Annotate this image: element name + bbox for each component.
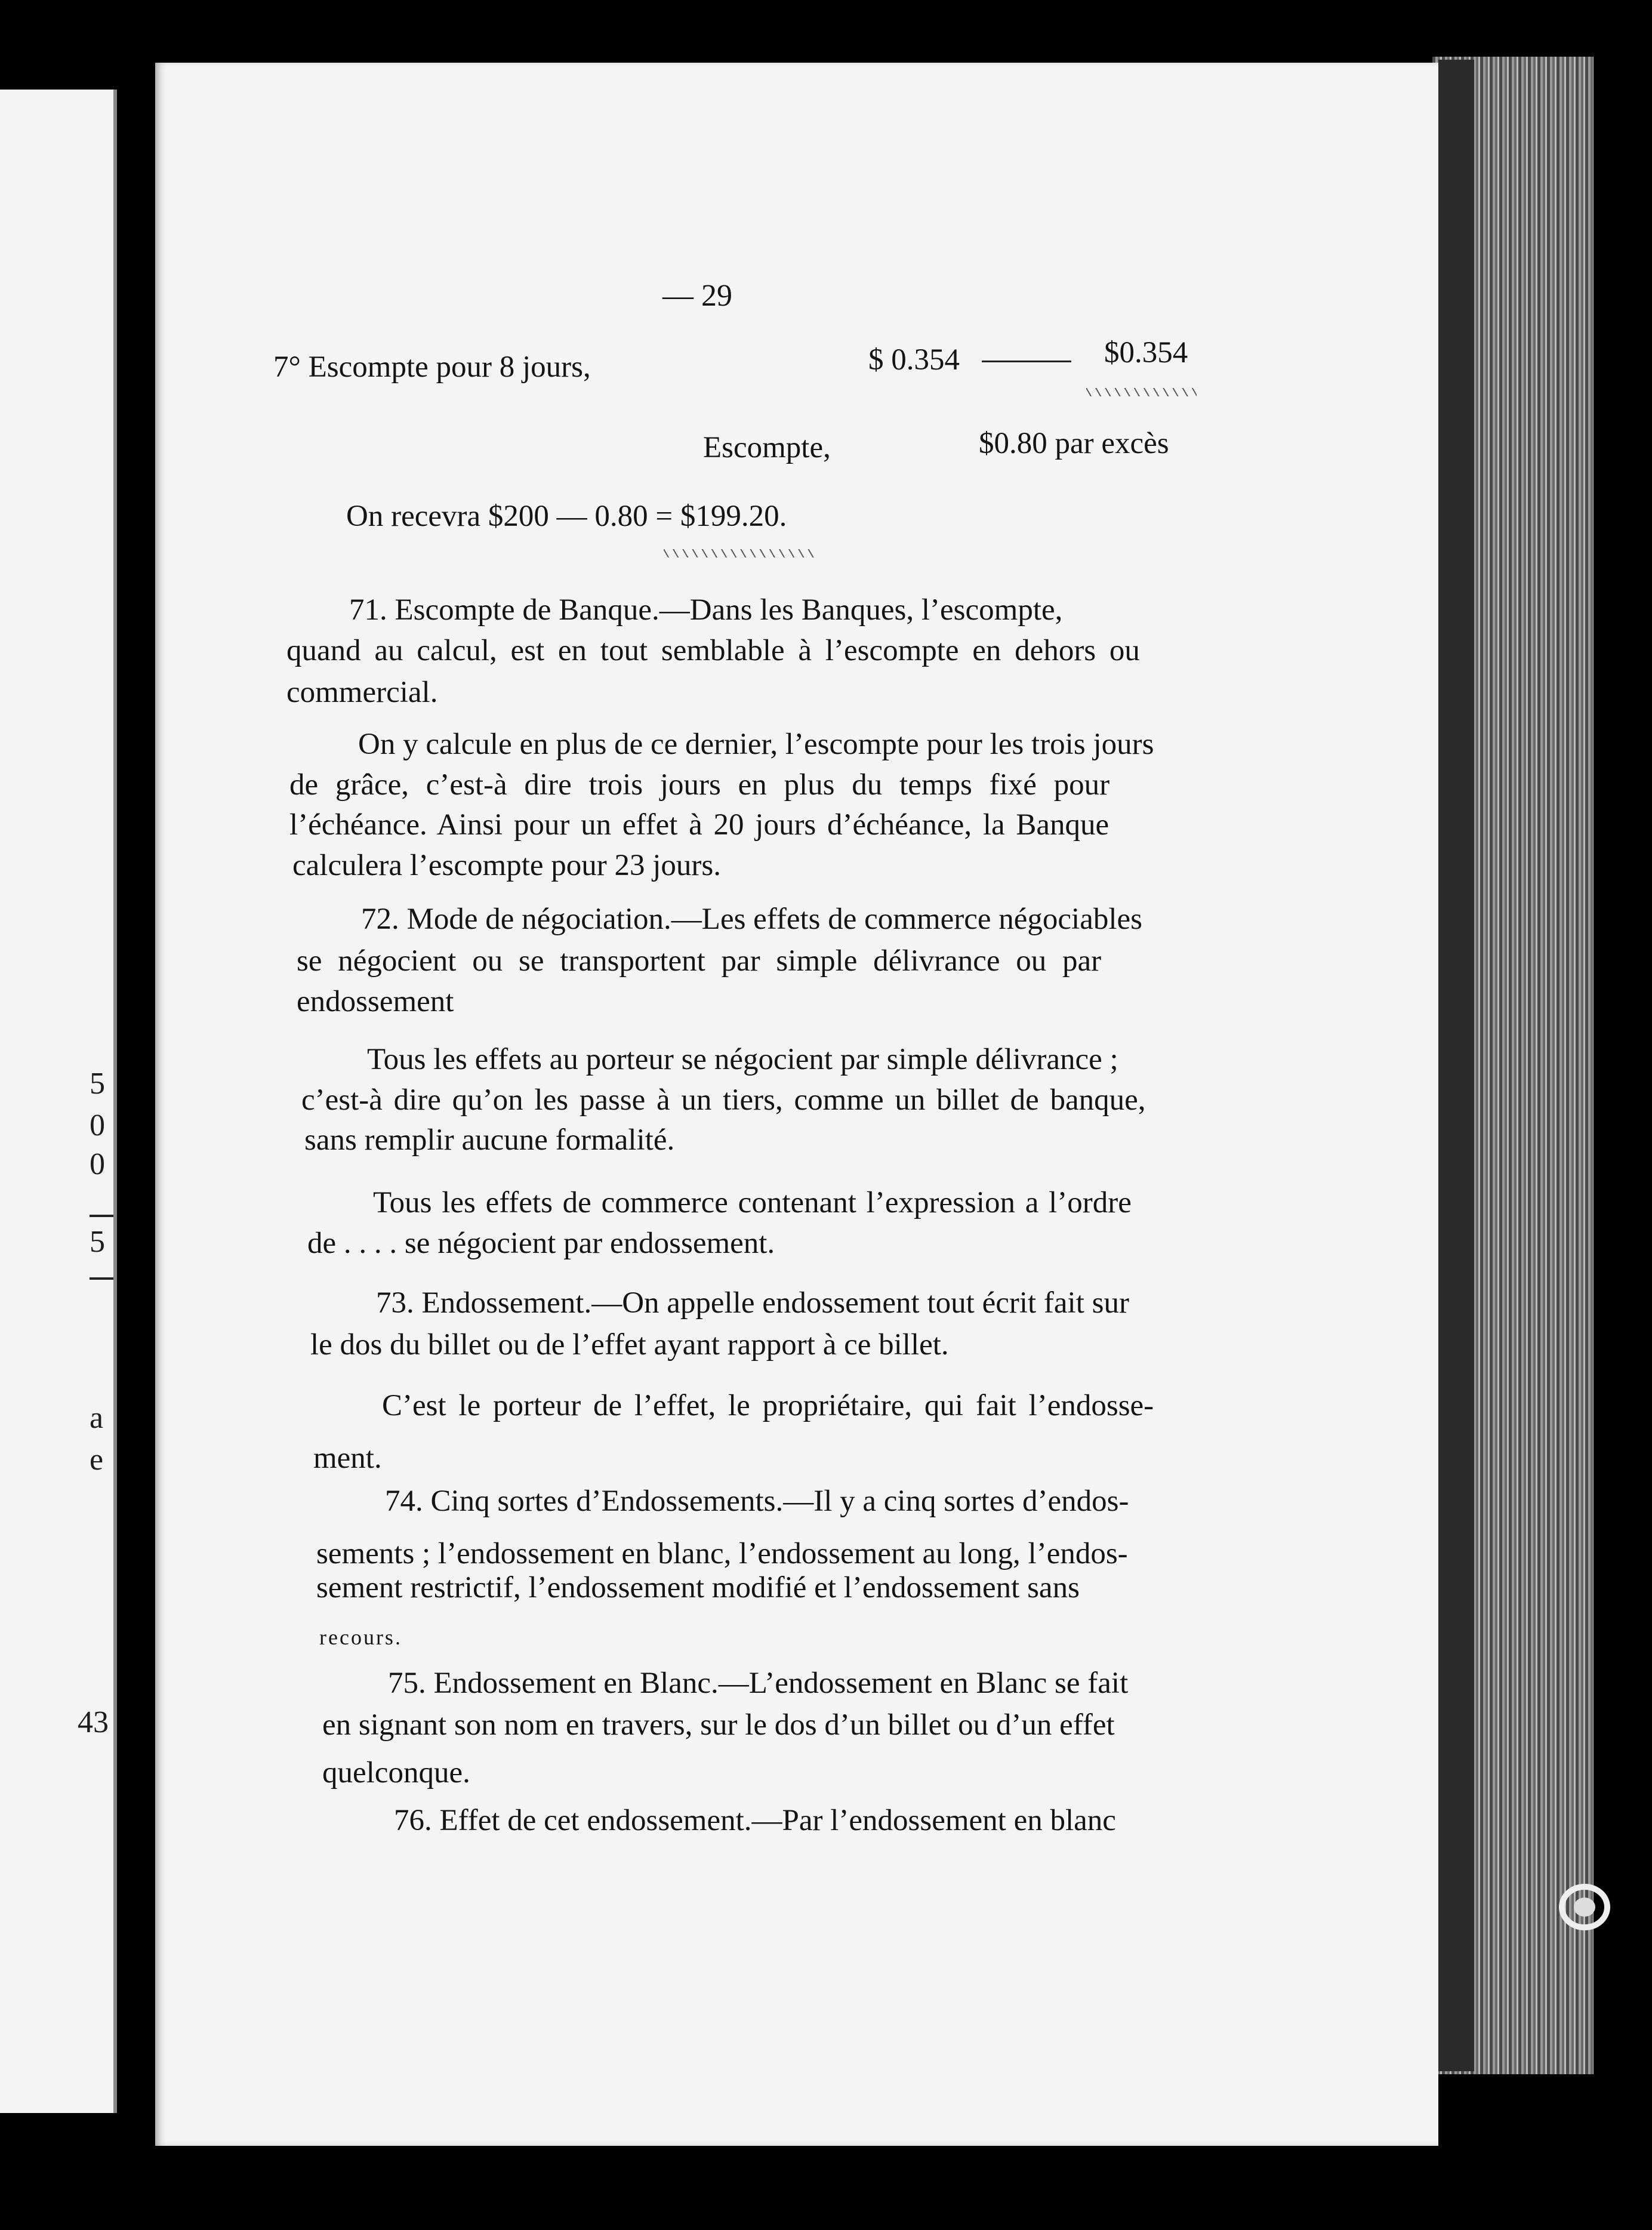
para72-line2: se négocient ou se transportent par simple délivrance ou par: [297, 944, 1102, 978]
para-grace-line3: l’échéance. Ainsi pour un effet à 20 jours d’échéance, la Banque: [289, 808, 1109, 842]
para72-line1: 72. Mode de négociation.—Les effets de commerce négociables: [361, 903, 1142, 936]
example-line3: On recevra $200 — 0.80 = $199.20.: [346, 500, 787, 533]
para-grace-line4: calculera l’escompte pour 23 jours.: [292, 849, 721, 882]
para-porteur-line2: c’est-à dire qu’on les passe à un tiers, comme un billet de banque,: [301, 1083, 1146, 1117]
para71-line2: quand au calcul, est en tout semblable à l’escompte en dehors ou: [286, 634, 1140, 667]
left-page-fragment: e: [90, 1443, 104, 1477]
page-edge-shadow: [1438, 60, 1474, 2071]
left-page-edge: [0, 90, 117, 2113]
para-porteur-line1: Tous les effets au porteur se négocient par simple délivrance ;: [367, 1043, 1118, 1076]
para72-line3: endossement: [297, 985, 454, 1018]
para-porteur-line3: sans remplir aucune formalité.: [304, 1123, 675, 1157]
example-line2-amount: $0.80 par excès: [979, 427, 1169, 460]
scan-speck-icon: [1552, 1874, 1617, 1940]
para74-line1: 74. Cinq sortes d’Endossements.—Il y a cinq sortes d’endos-: [385, 1484, 1129, 1518]
left-page-fragment: 5: [90, 1225, 105, 1259]
para-grace-line2: de grâce, c’est-à dire trois jours en plus du temps fixé pour: [289, 768, 1110, 802]
para75-line3: quelconque.: [322, 1756, 470, 1789]
para74-line4: recours.: [319, 1625, 402, 1649]
example-result-underline: [664, 549, 816, 558]
left-page-rule: [90, 1215, 113, 1217]
left-page-fragment: 0: [90, 1108, 105, 1142]
para76-line1: 76. Effet de cet endossement.—Par l’endossement en blanc: [394, 1804, 1116, 1837]
page-number: — 29: [662, 279, 732, 313]
example-line1-amount2: $0.354: [1104, 336, 1188, 369]
para75-line2: en signant son nom en travers, sur le dos d’un billet ou d’un effet: [322, 1708, 1115, 1742]
para-grace-line1: On y calcule en plus de ce dernier, l’escompte pour les trois jours: [358, 728, 1154, 761]
para71-line1: 71. Escompte de Banque.—Dans les Banques, l’escompte,: [349, 593, 1063, 627]
para73-line1: 73. Endossement.—On appelle endossement tout écrit fait sur: [376, 1286, 1129, 1320]
para-proprietaire-line2: ment.: [313, 1442, 382, 1475]
example-underline: [1086, 388, 1197, 396]
para74-line3: sement restrictif, l’endossement modifié et l’endossement sans: [316, 1571, 1080, 1604]
example-line2-label: Escompte,: [703, 431, 831, 464]
left-page-fragment: 43: [78, 1705, 109, 1739]
left-page-fragment: 0: [90, 1147, 105, 1181]
example-dash: [982, 361, 1071, 362]
para-ordre-line1: Tous les effets de commerce contenant l’expression a l’ordre: [373, 1186, 1132, 1219]
para73-line2: le dos du billet ou de l’effet ayant rapport à ce billet.: [310, 1328, 949, 1362]
example-line1-label: 7° Escompte pour 8 jours,: [273, 350, 591, 384]
example-line1-amount1: $ 0.354: [868, 343, 960, 377]
para-ordre-line2: de . . . . se négocient par endossement.: [307, 1227, 775, 1260]
left-page-fragment: a: [90, 1401, 104, 1435]
left-page-rule: [90, 1277, 113, 1280]
left-page-fragment: 5: [90, 1067, 105, 1101]
para74-line2: sements ; l’endossement en blanc, l’endossement au long, l’endos-: [316, 1537, 1128, 1570]
para-proprietaire-line1: C’est le porteur de l’effet, le propriétaire, qui fait l’endosse-: [382, 1389, 1154, 1422]
para75-line1: 75. Endossement en Blanc.—L’endossement en Blanc se fait: [388, 1667, 1129, 1700]
para71-line3: commercial.: [286, 676, 438, 709]
